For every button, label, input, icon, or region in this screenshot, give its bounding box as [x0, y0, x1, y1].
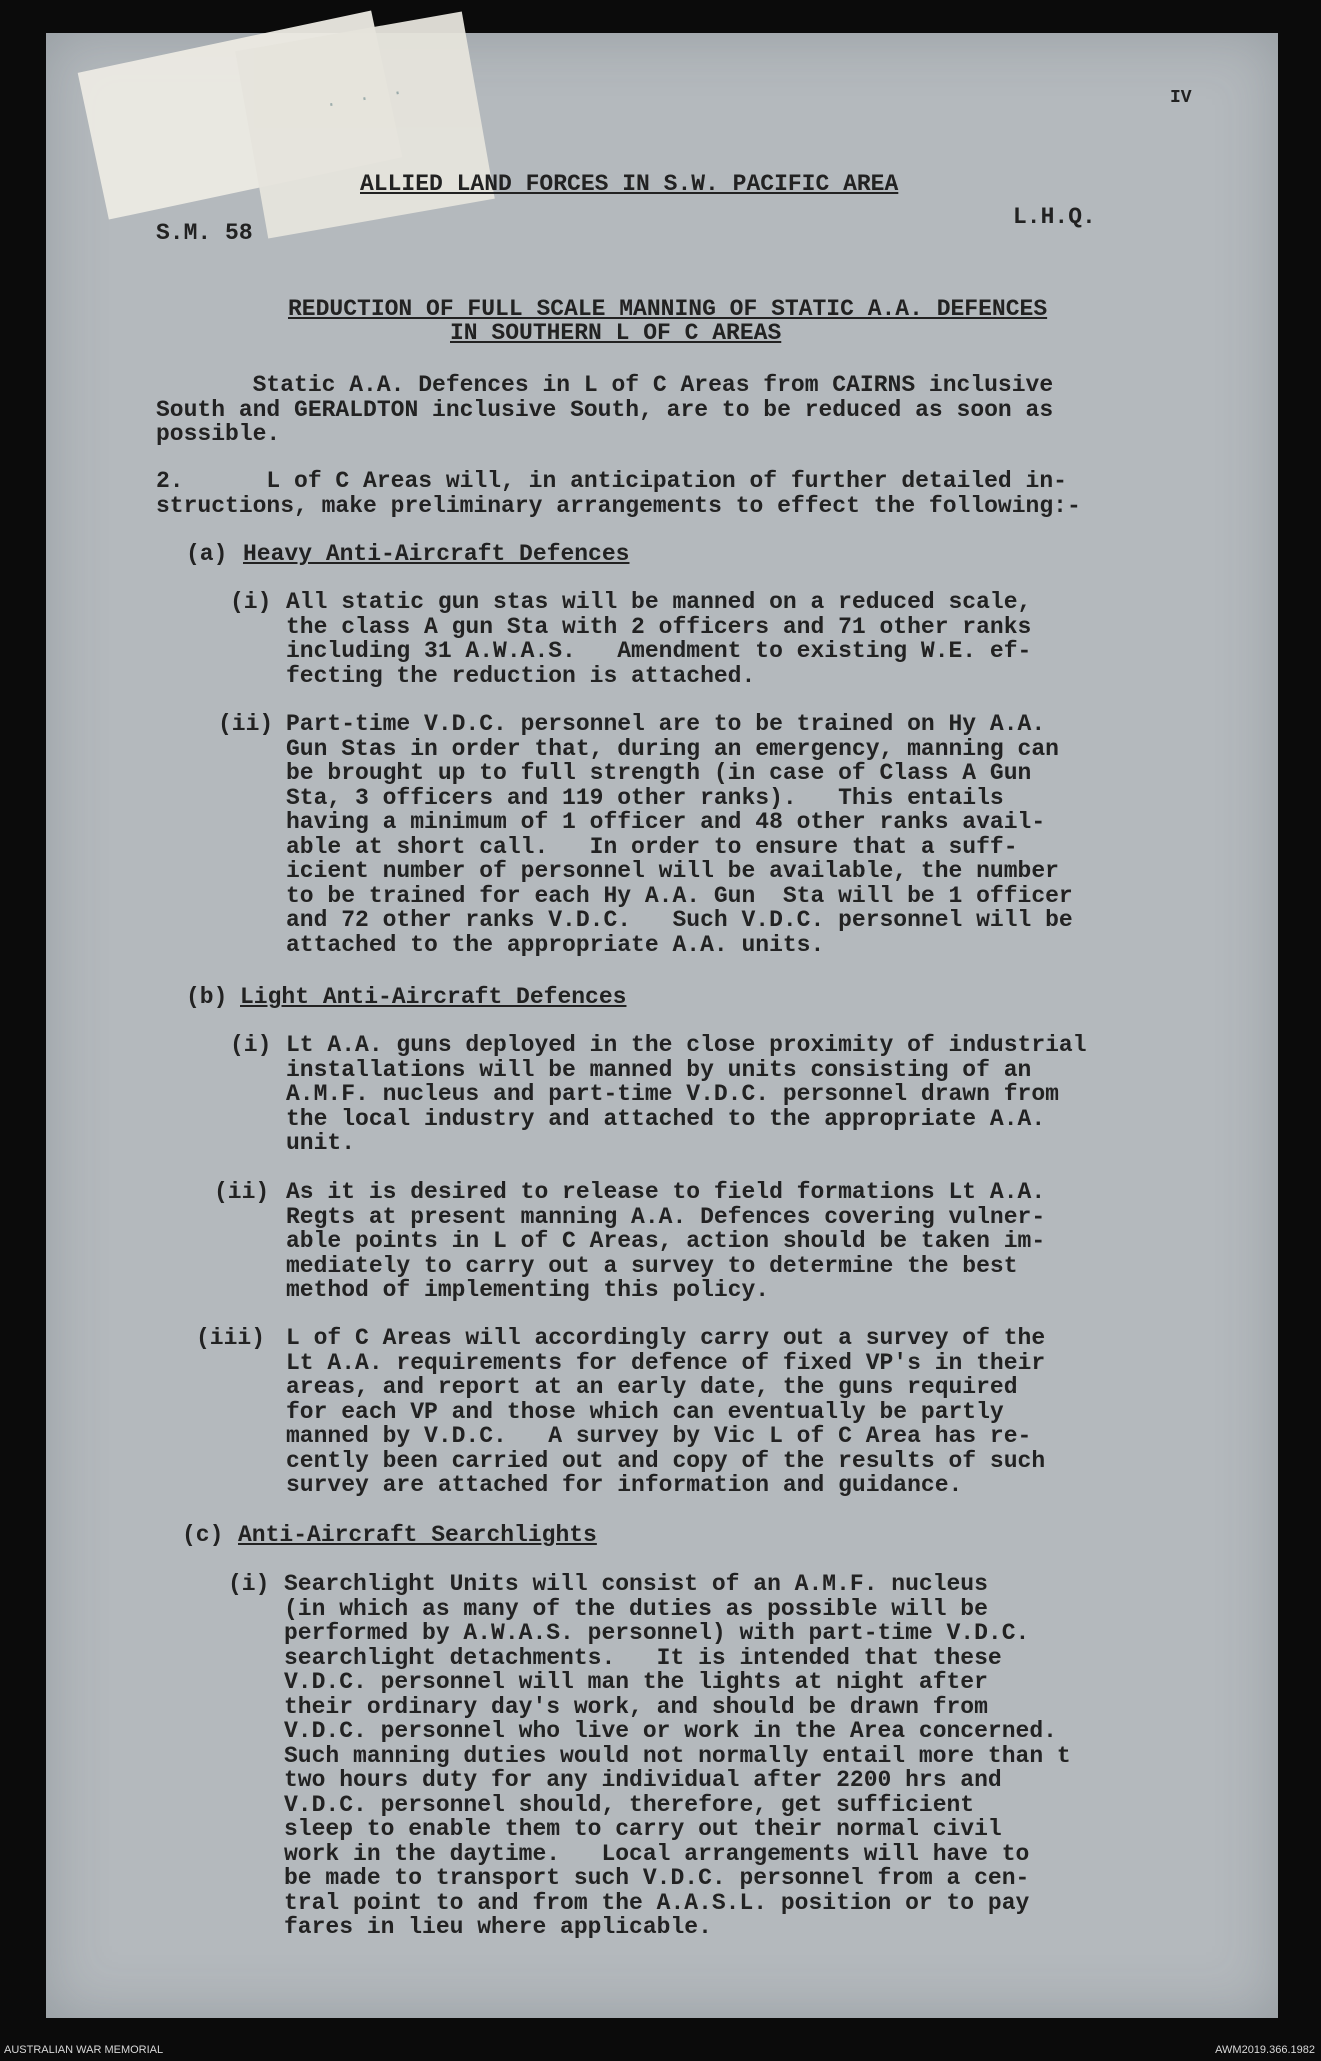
text-line: be made to transport such V.D.C. personnel from a cen- — [284, 1865, 1030, 1891]
text-line: V.D.C. personnel who live or work in the Area concerned. — [284, 1718, 1057, 1744]
text-line: mediately to carry out a survey to determine the best — [286, 1252, 1018, 1279]
footer-archive-name: AUSTRALIAN WAR MEMORIAL — [4, 2044, 164, 2056]
section-c-heading: Anti-Aircraft Searchlights — [238, 1522, 597, 1548]
text-line: Static A.A. Defences in L of C Areas from CAIRNS inclusive — [156, 372, 1054, 398]
text-line: searchlight detachments. It is intended that these — [284, 1644, 1002, 1671]
text-line: survey are attached for information and guidance. — [286, 1472, 963, 1498]
text-line: work in the daytime. Local arrangements will have to — [284, 1840, 1030, 1867]
text-line: attached to the appropriate A.A. units. — [286, 931, 825, 958]
text-line: V.D.C. personnel will man the lights at night after — [284, 1669, 988, 1695]
text-line: the local industry and attached to the appropriate A.A. — [286, 1105, 1046, 1132]
text-line: the class A gun Sta with 2 officers and 71 other ranks — [286, 613, 1032, 640]
section-c-label: (c) — [182, 1522, 224, 1548]
text-line: having a minimum of 1 officer and 48 other ranks avail- — [286, 809, 1046, 835]
text-line: All static gun stas will be manned on a reduced scale, — [286, 589, 1032, 615]
text-line: structions, make preliminary arrangements to effect the following:- — [156, 492, 1081, 519]
section-b-label: (b) — [186, 984, 228, 1010]
text-line: installations will be manned by units consisting of an — [286, 1056, 1032, 1083]
item-number: (ii) — [214, 1179, 270, 1205]
section-a-label: (a) — [186, 541, 228, 567]
text-line: performed by A.W.A.S. personnel) with part-time V.D.C. — [284, 1620, 1030, 1646]
section-c-item-1 — [284, 1572, 1071, 1940]
text-line: two hours duty for any individual after 2200 hrs and — [284, 1767, 1002, 1793]
item-number: (i) — [230, 589, 272, 615]
text-line: A.M.F. nucleus and part-time V.D.C. personnel drawn from — [286, 1081, 1059, 1107]
text-line: Lt A.A. guns deployed in the close proximity of industrial — [286, 1032, 1087, 1058]
headquarters-code: L.H.Q. — [1013, 204, 1096, 230]
paragraph-2 — [156, 469, 1081, 518]
section-b-item-3 — [286, 1326, 1045, 1498]
text-line: possible. — [156, 421, 281, 447]
text-line: Such manning duties would not normally entail more than t — [284, 1742, 1071, 1769]
text-line: and 72 other ranks V.D.C. Such V.D.C. personnel will be — [286, 907, 1073, 933]
item-number: (i) — [228, 1571, 270, 1597]
document-reference: S.M. 58 — [156, 220, 253, 246]
text-line: areas, and report at an early date, the guns required — [286, 1374, 1018, 1400]
page-mark: IV — [1170, 88, 1192, 108]
item-number: (iii) — [196, 1325, 266, 1351]
text-line: cently been carried out and copy of the results of such — [286, 1447, 1046, 1474]
text-line: Searchlight Units will consist of an A.M.F. nucleus — [284, 1571, 988, 1597]
text-line: icient number of personnel will be available, the number — [286, 858, 1059, 884]
section-a-item-1 — [286, 590, 1031, 688]
text-line: As it is desired to release to field formations Lt A.A. — [286, 1179, 1046, 1205]
text-line: be brought up to full strength (in case of Class A Gun — [286, 760, 1032, 786]
text-line: South and GERALDTON inclusive South, are to be reduced as soon as — [156, 396, 1054, 423]
text-line: method of implementing this policy. — [286, 1277, 770, 1303]
text-line: Gun Stas in order that, during an emergency, manning can — [286, 735, 1059, 762]
text-line: Lt A.A. requirements for defence of fixed VP's in their — [286, 1349, 1046, 1376]
section-b-heading: Light Anti-Aircraft Defences — [240, 984, 627, 1010]
text-line: tral point to and from the A.A.S.L. position or to pay — [284, 1889, 1030, 1916]
text-line: L of C Areas will accordingly carry out a survey of the — [286, 1325, 1046, 1351]
text-line: able at short call. In order to ensure that a suff- — [286, 833, 1018, 860]
text-line: their ordinary day's work, and should be drawn from — [284, 1693, 988, 1720]
text-line: Regts at present manning A.A. Defences covering vulner- — [286, 1203, 1046, 1230]
item-number: (i) — [230, 1032, 272, 1058]
section-b-item-1 — [286, 1033, 1087, 1156]
text-line: able points in L of C Areas, action should be taken im- — [286, 1228, 1046, 1254]
text-line: fecting the reduction is attached. — [286, 662, 756, 689]
text-line: manned by V.D.C. A survey by Vic L of C Area has re- — [286, 1423, 1032, 1449]
text-line: fares in lieu where applicable. — [284, 1914, 712, 1940]
document-title: ALLIED LAND FORCES IN S.W. PACIFIC AREA — [360, 171, 899, 197]
subject-line-1: REDUCTION OF FULL SCALE MANNING OF STATIC A.A. DEFENCES — [288, 296, 1048, 322]
paper-slip — [235, 11, 494, 238]
text-line: including 31 A.W.A.S. Amendment to existing W.E. ef- — [286, 638, 1032, 664]
text-line: Sta, 3 officers and 119 other ranks). This entails — [286, 784, 1004, 811]
text-line: for each VP and those which can eventually be partly — [286, 1398, 1004, 1425]
footer-archive-id: AWM2019.366.1982 — [1215, 2044, 1315, 2056]
section-a-heading: Heavy Anti-Aircraft Defences — [243, 541, 630, 567]
section-a-item-2 — [286, 712, 1073, 957]
text-line: to be trained for each Hy A.A. Gun Sta will be 1 officer — [286, 882, 1073, 909]
text-line: V.D.C. personnel should, therefore, get sufficient — [284, 1791, 975, 1818]
item-number: (ii) — [218, 711, 274, 737]
text-line: Part-time V.D.C. personnel are to be trained on Hy A.A. — [286, 711, 1046, 737]
text-line: (in which as many of the duties as possible will be — [284, 1595, 988, 1622]
subject-line-2: IN SOUTHERN L OF C AREAS — [450, 320, 782, 346]
text-line: sleep to enable them to carry out their normal civil — [284, 1816, 1002, 1842]
slip-marking: · · · — [324, 82, 411, 117]
text-line: 2. L of C Areas will, in anticipation of further detailed in- — [156, 468, 1067, 494]
section-b-item-2 — [286, 1180, 1045, 1303]
paragraph-1 — [156, 373, 1053, 447]
text-line: unit. — [286, 1130, 356, 1156]
